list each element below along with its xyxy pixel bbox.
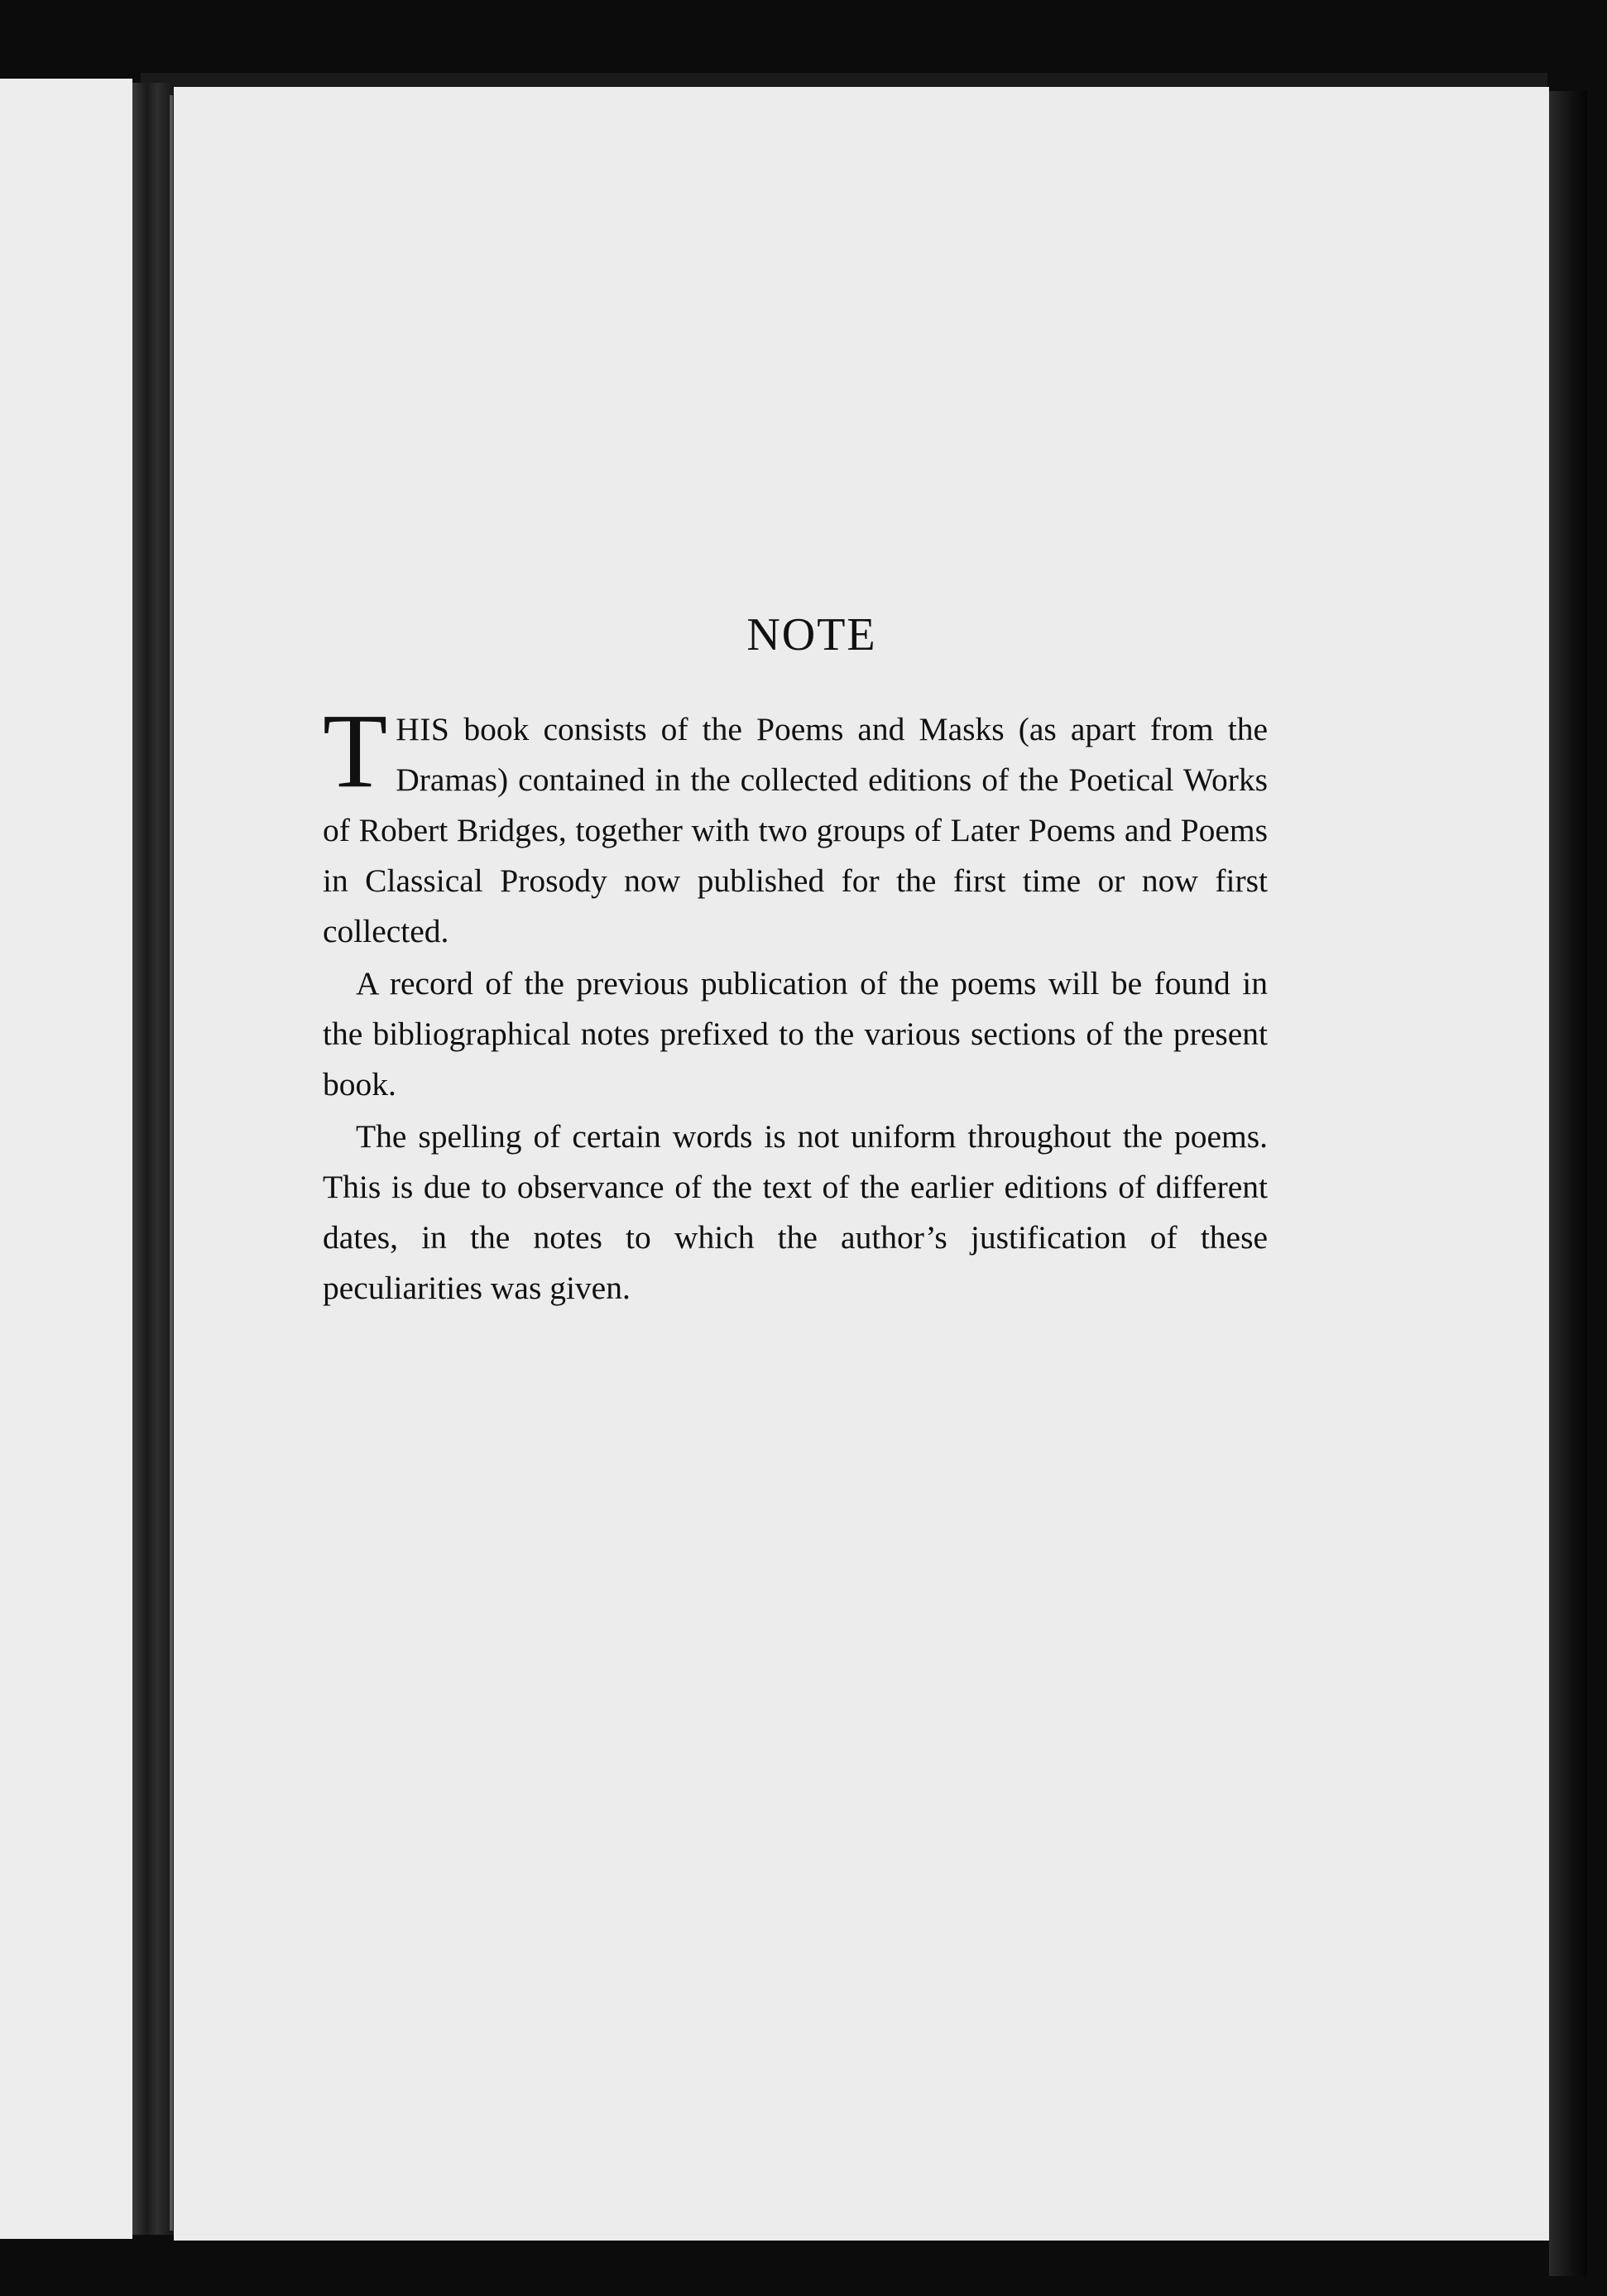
paragraph-spelling: The spelling of certain words is not uniform throughout the poems. This is due to observance of the text of the earlier editions of different dates, in the notes to which the author’s justification of these peculiarities was given.: [323, 1118, 1268, 1306]
page-title: NOTE: [746, 609, 877, 660]
page-right-edge: [1549, 91, 1587, 2276]
gutter-edge-line: [170, 95, 173, 2231]
paragraph-record: A record of the previous publication of the poems will be found in the bibliographical notes prefixed to the various sections of the present book.: [323, 965, 1268, 1102]
lead-caps: HIS: [396, 711, 450, 747]
paragraph-intro: [323, 692, 1268, 957]
book-gutter: [132, 83, 174, 2235]
note-section: [323, 608, 1268, 1315]
previous-page-edge: [0, 79, 132, 2239]
paragraph-intro-text: book consists of the Poems and Masks (as apart from the Dramas) contained in the collected editions of the Poetical Works of Robert Bridges, together with two groups of Later Poems and Poems in Classical Prosody now published for the first time or now first collected.: [323, 711, 1268, 949]
drop-cap: T: [323, 692, 388, 809]
